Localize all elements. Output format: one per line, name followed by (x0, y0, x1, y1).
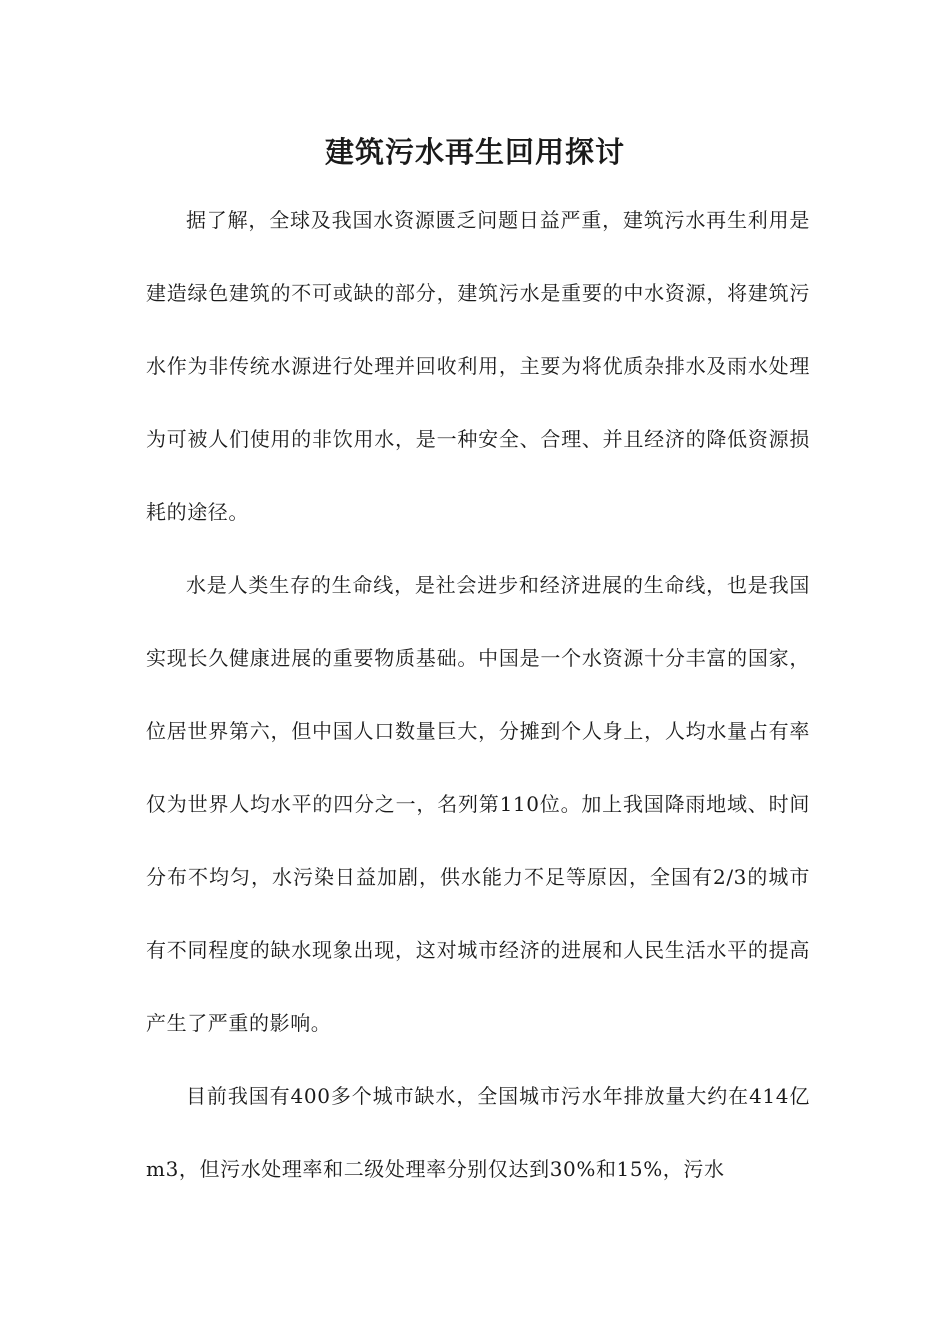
paragraph-1: 据了解，全球及我国水资源匮乏问题日益严重，建筑污水再生利用是建造绿色建筑的不可或缺的部分，建筑污水是重要的中水资源，将建筑污水作为非传统水源进行处理并回收利用，主要为将优质杂排水及雨水处理为可被人们使用的非饮用水，是一种安全、合理、并且经济的降低资源损耗的途径。 (146, 208, 810, 524)
paragraph-2: 水是人类生存的生命线，是社会进步和经济进展的生命线，也是我国实现长久健康进展的重要物质基础。中国是一个水资源十分丰富的国家，位居世界第六，但中国人口数量巨大，分摊到个人身上，人均水量占有率仅为世界人均水平的四分之一，名列第110位。加上我国降雨地域、时间分布不均匀，水污染日益加剧，供水能力不足等原因，全国有2/3的城市有不同程度的缺水现象出现，这对城市经济的进展和人民生活水平的提高产生了严重的影响。 (146, 573, 810, 1035)
document-body (146, 184, 810, 1206)
paragraph-3: 目前我国有400多个城市缺水，全国城市污水年排放量大约在414亿m3，但污水处理率和二级处理率分别仅达到30%和15%，污水 (146, 1084, 810, 1181)
document-title: 建筑污水再生回用探讨 (324, 135, 625, 169)
